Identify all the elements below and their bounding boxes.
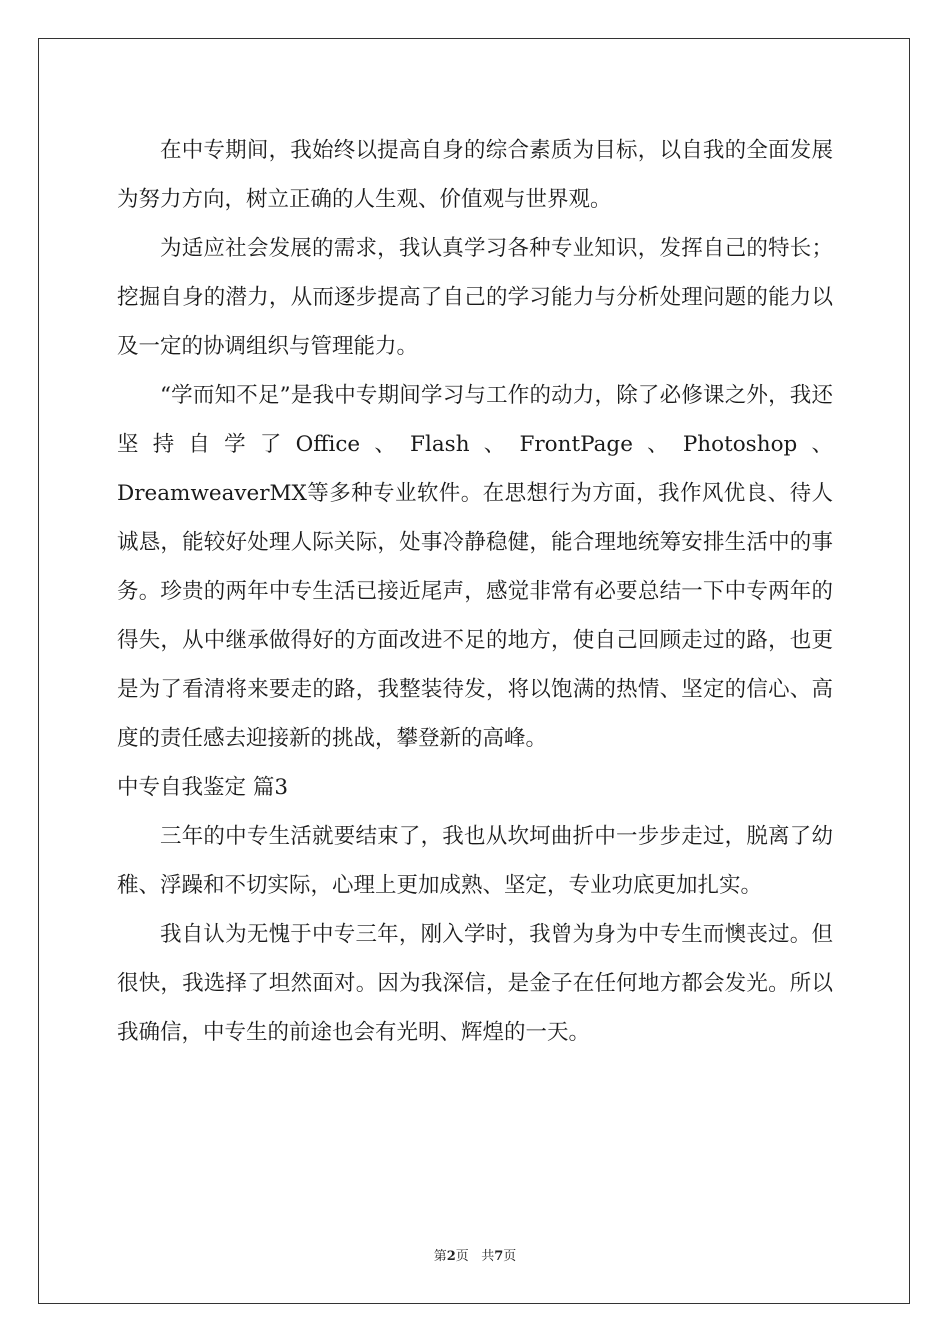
total-suffix: 页: [503, 1249, 517, 1264]
page-suffix: 页: [455, 1249, 469, 1264]
document-body: [117, 126, 833, 1057]
page-number: 2: [446, 1249, 456, 1264]
paragraph: 在中专期间，我始终以提高自身的综合素质为目标，以自我的全面发展为努力方向，树立正确的人生观、价值观与世界观。: [117, 138, 833, 212]
total-pages: 7: [494, 1249, 504, 1264]
total-prefix: 共: [481, 1249, 495, 1264]
paragraph: “学而知不足”是我中专期间学习与工作的动力，除了必修课之外，我还坚持自学了Office、Flash、FrontPage、Photoshop、DreamweaverMX等多种专业软件。在思想行为方面，我作风优良、待人诚恳，能较好处理人际关际，处事冷静稳健，能合理地统筹安排生活中的事务。珍贵的两年中专生活已接近尾声，感觉非常有必要总结一下中专两年的得失，从中继承做得好的方面改进不足的地方，使自己回顾走过的路，也更是为了看清将来要走的路，我整装待发，将以饱满的热情、坚定的信心、高度的责任感去迎接新的挑战，攀登新的高峰。: [117, 383, 833, 751]
paragraph: 我自认为无愧于中专三年，刚入学时，我曾为身为中专生而懊丧过。但很快，我选择了坦然面对。因为我深信，是金子在任何地方都会发光。所以我确信，中专生的前途也会有光明、辉煌的一天。: [117, 922, 833, 1045]
paragraph: 三年的中专生活就要结束了，我也从坎坷曲折中一步步走过，脱离了幼稚、浮躁和不切实际，心理上更加成熟、坚定，专业功底更加扎实。: [117, 824, 833, 898]
section-heading: 中专自我鉴定 篇3: [117, 775, 289, 800]
page-prefix: 第: [433, 1249, 447, 1264]
page-footer: [0, 1245, 950, 1264]
paragraph: 为适应社会发展的需求，我认真学习各种专业知识，发挥自己的特长；挖掘自身的潜力，从而逐步提高了自己的学习能力与分析处理问题的能力以及一定的协调组织与管理能力。: [117, 236, 833, 359]
